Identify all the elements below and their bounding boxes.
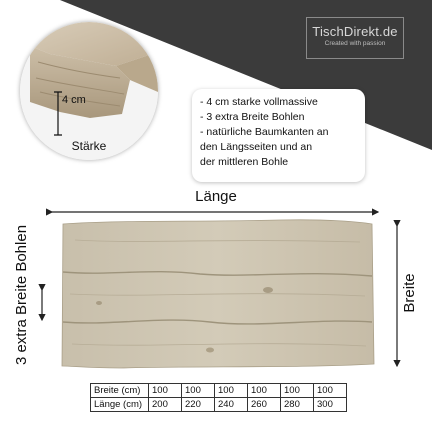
table-row — [91, 384, 347, 398]
feature-item: der mittleren Bohle — [200, 156, 289, 168]
feature-item: den Längsseiten und an — [200, 141, 313, 153]
table-cell: 100 — [314, 384, 347, 398]
table-cell: 280 — [281, 398, 314, 412]
table-cell: 100 — [248, 384, 281, 398]
planks-label: 3 extra Breite Bohlen — [13, 224, 30, 366]
length-label: Länge — [195, 188, 237, 205]
table-cell: 220 — [182, 398, 215, 412]
table-cell: 100 — [281, 384, 314, 398]
table-cell: 100 — [149, 384, 182, 398]
feature-item: - natürliche Baumkanten an — [200, 126, 329, 138]
logo-tagline: Created with passion — [324, 40, 386, 47]
thickness-label: 4 cm — [62, 94, 86, 106]
table-cell: 100 — [182, 384, 215, 398]
table-row-header: Länge (cm) — [91, 398, 149, 412]
size-table — [90, 383, 347, 412]
table-cell: 240 — [215, 398, 248, 412]
logo-name: TischDirekt.de — [312, 24, 398, 39]
width-label: Breite — [401, 273, 418, 313]
table-cell: 100 — [215, 384, 248, 398]
feature-item: - 3 extra Breite Bohlen — [200, 111, 305, 123]
table-cell: 300 — [314, 398, 347, 412]
thickness-caption: Stärke — [71, 139, 107, 153]
table-row — [91, 398, 347, 412]
table-cell: 260 — [248, 398, 281, 412]
table-row-header: Breite (cm) — [91, 384, 149, 398]
feature-item: - 4 cm starke vollmassive — [200, 96, 318, 108]
table-cell: 200 — [149, 398, 182, 412]
